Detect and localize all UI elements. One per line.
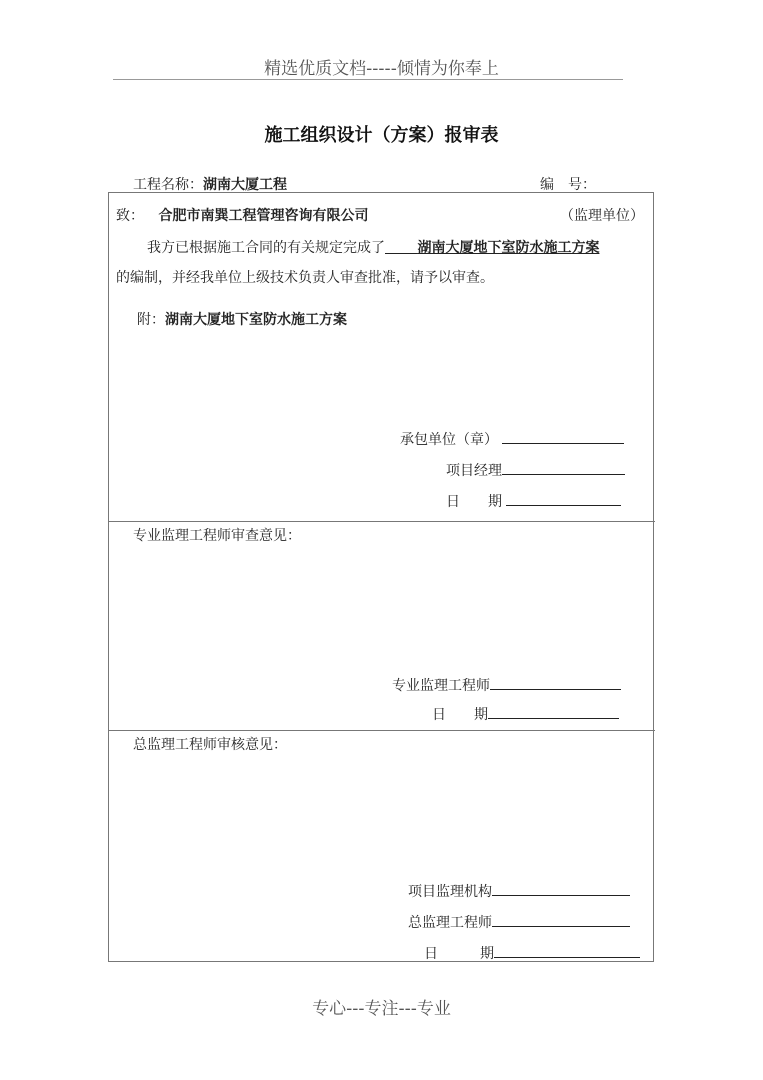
org-signature-row	[408, 881, 630, 901]
chief-signature-field[interactable]	[492, 912, 630, 927]
engineer-signature-field[interactable]	[490, 675, 621, 690]
date-field-2[interactable]	[488, 704, 619, 719]
project-name-row	[133, 174, 287, 194]
pm-label: 项目经理	[446, 463, 502, 479]
pm-signature-field[interactable]	[502, 460, 625, 475]
engineer-label: 专业监理工程师	[392, 678, 490, 694]
plan-name: 湖南大厦地下室防水施工方案	[417, 240, 600, 256]
project-name-label: 工程名称：	[133, 177, 203, 193]
body-line-2: 的编制，并经我单位上级技术负责人审查批准，请予以审查。	[116, 270, 494, 286]
date-label-1: 日 期	[446, 494, 502, 510]
body-line-1	[147, 237, 599, 257]
engineer-signature-row	[392, 675, 621, 695]
form-table	[108, 192, 654, 962]
contractor-signature-field[interactable]	[502, 429, 624, 444]
date-label-2: 日 期	[432, 707, 488, 723]
date-field-1[interactable]	[506, 491, 621, 506]
engineer-review-heading: 专业监理工程师审查意见：	[133, 528, 301, 544]
header-divider	[113, 79, 623, 80]
form-title: 施工组织设计（方案）报审表	[264, 125, 499, 146]
plan-blank-pad	[385, 240, 417, 256]
serial-number-label: 编 号：	[540, 177, 596, 193]
addressee-value: 合肥市南巽工程管理咨询有限公司	[158, 208, 369, 224]
page-footer: 专心---专注---专业	[312, 999, 451, 1019]
body-prefix: 我方已根据施工合同的有关规定完成了	[147, 240, 385, 256]
attachment-value: 湖南大厦地下室防水施工方案	[165, 312, 347, 328]
chief-signature-row	[408, 912, 630, 932]
org-signature-field[interactable]	[492, 881, 630, 896]
pm-signature-row	[446, 460, 625, 480]
contractor-signature-row	[400, 429, 624, 449]
attachment-row	[137, 309, 347, 329]
date-row-3	[424, 943, 640, 963]
org-label: 项目监理机构	[408, 884, 492, 900]
project-name-value: 湖南大厦工程	[203, 177, 287, 193]
addressee-role: （监理单位）	[560, 208, 644, 224]
date-row-1	[446, 491, 621, 511]
page-header: 精选优质文档-----倾情为你奉上	[264, 59, 499, 79]
date-field-3[interactable]	[494, 943, 640, 958]
contractor-label: 承包单位（章）	[400, 432, 498, 448]
chief-label: 总监理工程师	[408, 915, 492, 931]
chief-review-heading: 总监理工程师审核意见：	[133, 737, 287, 753]
date-row-2	[432, 704, 619, 724]
section-divider-2	[108, 730, 655, 731]
date-label-3: 日 期	[424, 946, 494, 962]
attachment-label: 附：	[137, 312, 165, 328]
section-divider-1	[108, 521, 655, 522]
addressee-row	[116, 205, 368, 225]
addressee-label: 致：	[116, 208, 144, 224]
